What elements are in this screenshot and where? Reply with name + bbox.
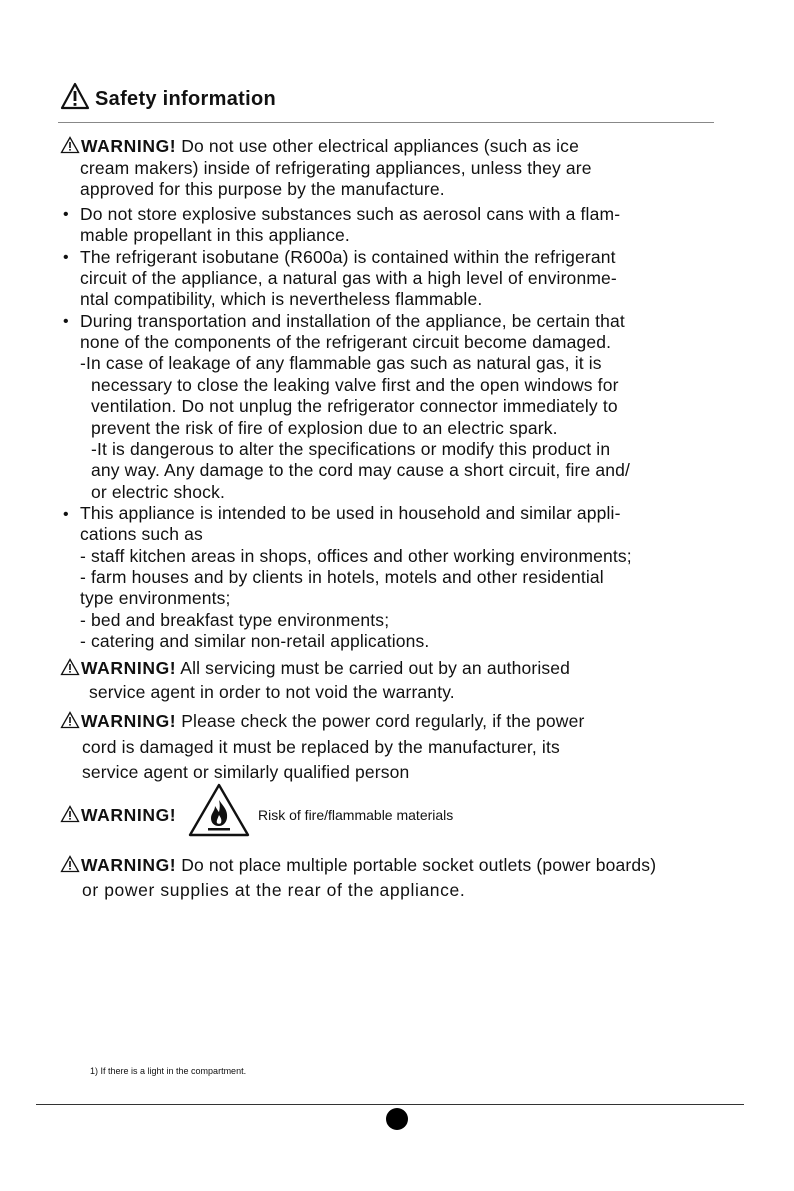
bullet: • xyxy=(63,206,69,223)
warning-small-icon xyxy=(60,658,80,681)
bullet: • xyxy=(63,313,69,330)
warning-label: WARNING! xyxy=(81,658,177,678)
text-line: service agent or similarly qualified person xyxy=(82,762,410,782)
text-line: necessary to close the leaking valve first and the open windows for xyxy=(91,375,619,395)
text-line: - bed and breakfast type environments; xyxy=(80,610,390,630)
warning-5 xyxy=(60,855,656,878)
warning-label: WARNING! xyxy=(81,805,177,825)
warning-1 xyxy=(60,136,579,159)
text-line: -In case of leakage of any flammable gas such as natural gas, it is xyxy=(80,353,602,373)
footer-divider xyxy=(36,1104,744,1105)
text-line: During transportation and installation of the appliance, be certain that xyxy=(80,311,625,331)
flammable-icon xyxy=(187,782,251,843)
warning-1-text: Do not use other electrical appliances (such as ice xyxy=(181,136,579,156)
warning-3 xyxy=(60,711,584,734)
text-line: This appliance is intended to be used in household and similar appli- xyxy=(80,503,621,523)
warning-2 xyxy=(60,658,570,681)
text-line: circuit of the appliance, a natural gas with a high level of environme- xyxy=(80,268,617,288)
warning-5-text: Do not place multiple portable socket outlets (power boards) xyxy=(181,855,657,875)
text-line: ntal compatibility, which is nevertheless flammable. xyxy=(80,289,483,309)
title-divider xyxy=(58,122,714,123)
page-marker-dot xyxy=(386,1108,408,1130)
page-title: Safety information xyxy=(95,88,276,110)
warning-4 xyxy=(60,805,176,828)
text-line: cations such as xyxy=(80,524,203,544)
text-line: Do not store explosive substances such as aerosol cans with a flam- xyxy=(80,204,621,224)
text-line: -It is dangerous to alter the specifications or modify this product in xyxy=(91,439,611,459)
warning-triangle-icon xyxy=(60,82,90,115)
warning-label: WARNING! xyxy=(81,136,177,156)
warning-small-icon xyxy=(60,136,80,159)
text-line: - farm houses and by clients in hotels, motels and other residential xyxy=(80,567,604,587)
text-line: approved for this purpose by the manufacture. xyxy=(80,179,445,199)
bullet: • xyxy=(63,506,69,523)
warning-small-icon xyxy=(60,805,80,828)
text-line: service agent in order to not void the warranty. xyxy=(89,682,455,702)
text-line: cord is damaged it must be replaced by the manufacturer, its xyxy=(82,737,560,757)
text-line: - staff kitchen areas in shops, offices and other working environments; xyxy=(80,546,632,566)
fire-risk-label: Risk of fire/flammable materials xyxy=(258,807,454,823)
warning-label: WARNING! xyxy=(81,855,177,875)
footnote: 1) If there is a light in the compartment. xyxy=(90,1066,247,1076)
text-line: ventilation. Do not unplug the refrigerator connector immediately to xyxy=(91,396,618,416)
text-line: cream makers) inside of refrigerating appliances, unless they are xyxy=(80,158,592,178)
text-line: any way. Any damage to the cord may cause a short circuit, fire and/ xyxy=(91,460,631,480)
text-line: type environments; xyxy=(80,588,231,608)
warning-2-text: All servicing must be carried out by an authorised xyxy=(180,658,571,678)
warning-label: WARNING! xyxy=(81,711,177,731)
warning-small-icon xyxy=(60,855,80,878)
text-line: mable propellant in this appliance. xyxy=(80,225,350,245)
text-line: or electric shock. xyxy=(91,482,225,502)
text-line: prevent the risk of fire of explosion due to an electric spark. xyxy=(91,418,558,438)
text-line: none of the components of the refrigerant circuit become damaged. xyxy=(80,332,612,352)
text-line: - catering and similar non-retail applications. xyxy=(80,631,430,651)
bullet: • xyxy=(63,249,69,266)
warning-3-text: Please check the power cord regularly, if the power xyxy=(181,711,585,731)
text-line: or power supplies at the rear of the appliance. xyxy=(82,880,466,900)
warning-small-icon xyxy=(60,711,80,734)
text-line: The refrigerant isobutane (R600a) is contained within the refrigerant xyxy=(80,247,616,267)
